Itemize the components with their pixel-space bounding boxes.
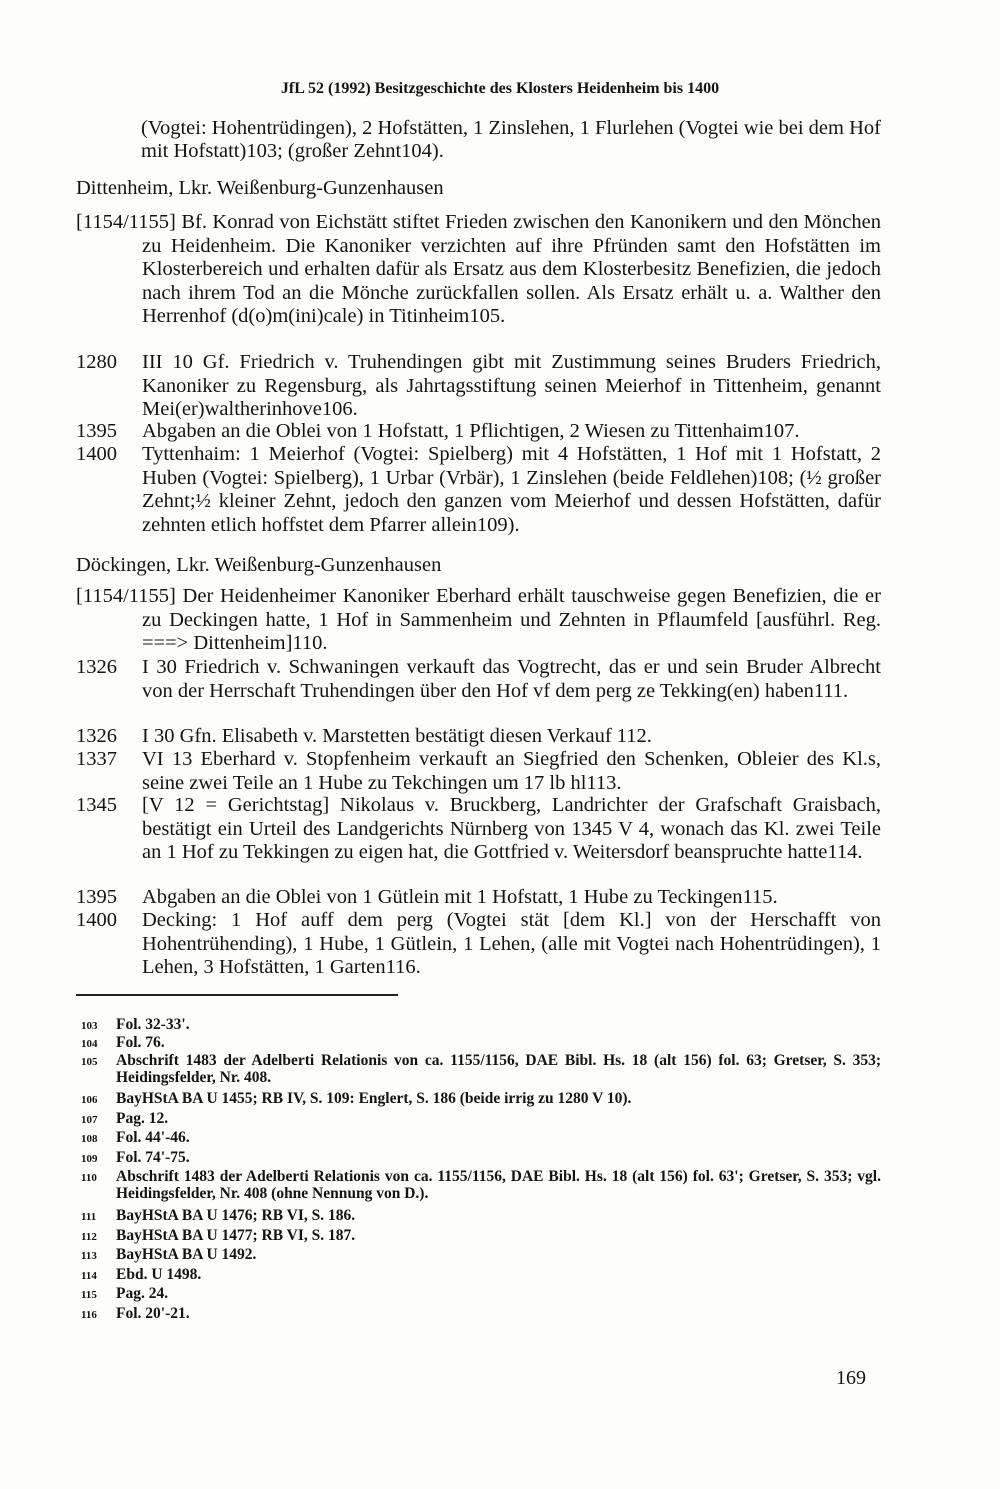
footnote <box>76 1168 881 1202</box>
entry-date: 1337 <box>76 748 117 770</box>
entry-text: [1154/1155] Der Heidenheimer Kanoniker Eberhard erhält tauschweise gegen Benefizien, die er zu Deckingen hatte, 1 Hof in Sammenheim und Zehnten in Pflaumfeld [ausführl. Reg. ===> Dittenheim]110. <box>76 585 881 654</box>
footnote-number: 103 <box>81 1020 98 1032</box>
footnote-text: Abschrift 1483 der Adelberti Relationis von ca. 1155/1156, DAE Bibl. Hs. 18 (alt 156) fol. 63; Gretser, S. 353; Heidingsfelder, Nr. 408. <box>116 1052 881 1086</box>
entry-text: III 10 Gf. Friedrich v. Truhendingen gibt mit Zustimmung seines Bruders Friedrich, Kanoniker zu Regensburg, als Jahrtagsstiftung seinen Meierhof in Tittenheim, genannt Mei(er)waltherinhove106. <box>142 351 881 420</box>
footnote-number: 111 <box>81 1211 97 1223</box>
footnote-number: 106 <box>81 1094 98 1106</box>
footnote-number: 112 <box>81 1231 97 1243</box>
footnote-text: BayHStA BA U 1455; RB IV, S. 109: Englert, S. 186 (beide irrig zu 1280 V 10). <box>116 1090 632 1107</box>
page-number: 169 <box>836 1367 866 1389</box>
footnote <box>76 1266 881 1283</box>
entry-dittenheim-1400 <box>76 443 881 537</box>
entry-dittenheim-1154 <box>76 211 881 329</box>
footnote-text: Fol. 44'-46. <box>116 1129 190 1146</box>
entry-date: 1280 <box>76 351 117 373</box>
footnote-text: Fol. 20'-21. <box>116 1305 190 1322</box>
running-head: JfL 52 (1992) Besitzgeschichte des Klosters Heidenheim bis 1400 <box>280 80 720 97</box>
entry-text: Abgaben an die Oblei von 1 Gütlein mit 1 Hofstatt, 1 Hube zu Teckingen115. <box>142 886 778 908</box>
footnote-text: Pag. 12. <box>116 1110 169 1127</box>
footnote-number: 105 <box>81 1056 98 1068</box>
footnote <box>76 1285 881 1302</box>
footnote-text: Abschrift 1483 der Adelberti Relationis von ca. 1155/1156, DAE Bibl. Hs. 18 (alt 156) fol. 63'; Gretser, S. 353; vgl. Heidingsfelder, Nr. 408 (ohne Nennung von D.). <box>116 1168 881 1202</box>
footnote-text: Pag. 24. <box>116 1285 169 1302</box>
footnote-number: 104 <box>81 1038 98 1050</box>
footnote-rule <box>76 994 398 996</box>
footnote-text: Fol. 76. <box>116 1034 165 1051</box>
entry-text: VI 13 Eberhard v. Stopfenheim verkauft an Siegfried den Schenken, Obleier des Kl.s, seine zwei Teile an 1 Hube zu Tekchingen um 17 lb hl113. <box>142 748 881 794</box>
footnote <box>76 1090 881 1107</box>
footnote <box>76 1207 881 1224</box>
entry-text: I 30 Gfn. Elisabeth v. Marstetten bestätigt diesen Verkauf 112. <box>142 725 652 747</box>
footnote <box>76 1052 881 1086</box>
footnote <box>76 1227 881 1244</box>
entry-text: [V 12 = Gerichtstag] Nikolaus v. Bruckberg, Landrichter der Grafschaft Graisbach, bestätigt ein Urteil des Landgerichts Nürnberg von 1345 V 4, wonach das Kl. zwei Teile an 1 Hof zu Tekkingen zu eigen hat, die Gottfried v. Weitersdorf beanspruchte hatte114. <box>142 794 881 863</box>
footnote-number: 116 <box>81 1309 97 1321</box>
footnote <box>76 1034 881 1051</box>
footnote-text: BayHStA BA U 1492. <box>116 1246 257 1263</box>
footnote-number: 114 <box>81 1270 97 1282</box>
footnote-text: Fol. 74'-75. <box>116 1149 190 1166</box>
footnote <box>76 1016 881 1033</box>
footnote <box>76 1129 881 1146</box>
footnote-text: Ebd. U 1498. <box>116 1266 202 1283</box>
entry-text: I 30 Friedrich v. Schwaningen verkauft das Vogtrecht, das er und sein Bruder Albrecht von der Herrschaft Truhendingen über den Hof vf dem perg ze Tekking(en) haben111. <box>142 656 881 702</box>
footnote <box>76 1110 881 1127</box>
entry-doeckingen-1400 <box>76 909 881 980</box>
continuation-paragraph: (Vogtei: Hohentrüdingen), 2 Hofstätten, 1 Zinslehen, 1 Flurlehen (Vogtei wie bei dem Hof mit Hofstatt)103; (großer Zehnt104). <box>141 117 881 162</box>
entry-doeckingen-1395 <box>76 886 881 910</box>
footnote-number: 110 <box>81 1172 97 1184</box>
entry-text: Decking: 1 Hof auff dem perg (Vogtei stät [dem Kl.] von der Herschafft von Hohentrühending), 1 Hube, 1 Gütlein, 1 Lehen, (alle mit Vogtei nach Hohentrüdingen), 1 Lehen, 3 Hofstätten, 1 Garten116. <box>142 909 881 978</box>
entry-date: 1345 <box>76 794 117 816</box>
footnote-number: 109 <box>81 1153 98 1165</box>
section-heading-doeckingen: Döckingen, Lkr. Weißenburg-Gunzenhausen <box>76 554 442 576</box>
footnote-text: BayHStA BA U 1476; RB VI, S. 186. <box>116 1207 356 1224</box>
entry-date: 1400 <box>76 443 117 465</box>
entry-doeckingen-1154 <box>76 585 881 656</box>
entry-dittenheim-1280 <box>76 351 881 422</box>
entry-doeckingen-1326a <box>76 656 881 703</box>
footnote <box>76 1246 881 1263</box>
section-heading-dittenheim: Dittenheim, Lkr. Weißenburg-Gunzenhausen <box>76 177 444 199</box>
entry-date: 1326 <box>76 656 117 678</box>
footnote <box>76 1149 881 1166</box>
entry-dittenheim-1395 <box>76 420 881 444</box>
footnote-number: 107 <box>81 1114 98 1126</box>
entry-doeckingen-1345 <box>76 794 881 865</box>
entry-date: 1395 <box>76 420 117 442</box>
entry-text: [1154/1155] Bf. Konrad von Eichstätt stiftet Frieden zwischen den Kanonikern und den Mönchen zu Heidenheim. Die Kanoniker verzichten auf ihre Pfründen samt den Hofstätten im Klosterbereich und erhalten dafür als Ersatz aus dem Klosterbesitz Benefizien, die jedoch nach ihrem Tod an die Mönche zurückfallen sollen. Als Ersatz erhält u. a. Walther den Herrenhof (d(o)m(ini)cale) in Titinheim105. <box>76 211 881 327</box>
entry-text: Abgaben an die Oblei von 1 Hofstatt, 1 Pflichtigen, 2 Wiesen zu Tittenhaim107. <box>142 420 800 442</box>
footnote-number: 113 <box>81 1250 97 1262</box>
footnote-text: Fol. 32-33'. <box>116 1016 190 1033</box>
entry-date: 1400 <box>76 909 117 931</box>
entry-text: Tyttenhaim: 1 Meierhof (Vogtei: Spielberg) mit 4 Hofstätten, 1 Hof mit 1 Hofstatt, 2 Huben (Vogtei: Spielberg), 1 Urbar (Vrbär), 1 Zinslehen (beide Feldlehen)108; (½ großer Zehnt;½ kleiner Zehnt, jedoch den ganzen vom Meierhof und dessen Hofstätten, dafür zehnten etlich hoffstet dem Pfarrer allein109). <box>142 443 881 536</box>
entry-date: 1395 <box>76 886 117 908</box>
footnote-number: 115 <box>81 1289 97 1301</box>
footnote-number: 108 <box>81 1133 98 1145</box>
entry-date: 1326 <box>76 725 117 747</box>
footnote-text: BayHStA BA U 1477; RB VI, S. 187. <box>116 1227 356 1244</box>
footnote <box>76 1305 881 1322</box>
entry-doeckingen-1337 <box>76 748 881 795</box>
entry-doeckingen-1326b <box>76 725 881 749</box>
